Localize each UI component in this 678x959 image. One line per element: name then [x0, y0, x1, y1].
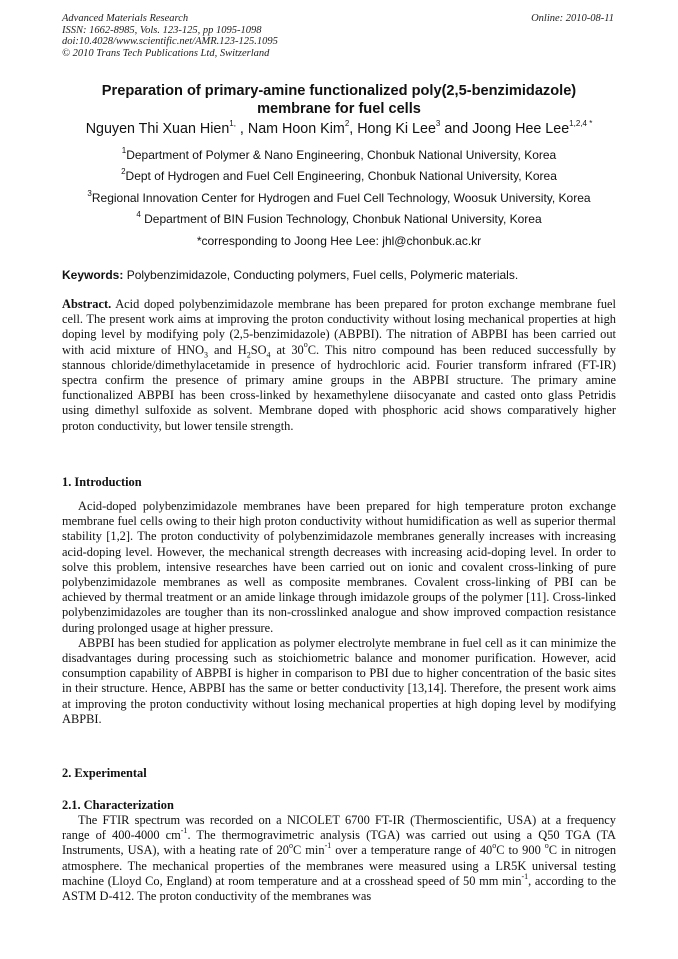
affiliation-4	[20, 212, 658, 226]
superscript: o	[544, 841, 549, 851]
paragraph-text: C in nitrogen atmosphere. The mechanical properties of the membranes were measured using a LR5K universal testing machine (Lloyd Co, England) at room temperature and at a crosshead speed of 50 mm min	[62, 843, 617, 888]
affiliation-3	[20, 191, 658, 205]
paragraph-text: C to 900	[496, 843, 545, 858]
abstract-text: SO	[250, 342, 267, 357]
abstract	[62, 297, 616, 434]
abstract-text: C. This nitro compound has been reduced successfully by stannous chloride/dimethylacetamide in presence of hydrochloric acid. Fourier transform infrared (FT-IR) spectra confirm the presence of primary amine groups in the ABPBI structure. The primary amine functionalized ABPBI has been cross-linked by hexamethylene diisocyanate and casted onto glass Petridis using dimethyl sulfoxide as solvent. Membrane doped with phosphoric acid shows comparatively higher proton conductivity, but lower tensile strength.	[62, 342, 616, 433]
corresponding-author: *corresponding to Joong Hee Lee: jhl@chonbuk.ac.kr	[196, 234, 482, 248]
affiliation-text: Department of BIN Fusion Technology, Chonbuk National University, Korea	[140, 212, 542, 226]
section-heading-experimental: 2. Experimental	[62, 766, 147, 780]
title-line-1: Preparation of primary-amine functionalized poly(2,5-benzimidazole)	[101, 83, 577, 99]
online-date: Online: 2010-08-11	[531, 13, 614, 24]
superscript: o	[303, 340, 308, 350]
superscript: o	[492, 841, 497, 851]
superscript: o	[289, 841, 293, 851]
author-separator: and	[440, 121, 473, 137]
abstract-text: Acid doped polybenzimidazole membrane has been prepared for proton exchange membrane fuel cell. The present work aims at improving the proton conductivity without losing mechanical properties at high doping level by modifying poly (2,5-benzimidazole) (ABPBI). The nitration of ABPBI has been carried out with acid mixture of HNO	[62, 297, 616, 357]
superscript: -1	[180, 826, 188, 836]
affiliation-mark: 2	[121, 167, 126, 176]
paragraph-text: . The thermogravimetric analysis (TGA) was carried out using a Q50 TGA (TA Instruments, USA), with a heating rate of 20	[62, 828, 616, 858]
superscript: -1	[521, 871, 529, 881]
author-affiliation-mark: 1,2,4 *	[569, 119, 593, 129]
affiliation-mark: 4	[136, 210, 141, 219]
subscript: 2	[246, 350, 251, 360]
abstract-text: and H	[208, 342, 247, 357]
author-affiliation-mark: 3	[435, 119, 441, 129]
subscript: 3	[204, 350, 209, 360]
superscript: -1	[324, 841, 332, 851]
author-name: Hong Ki Lee	[357, 121, 436, 137]
keywords	[62, 268, 618, 282]
affiliation-mark: 1	[121, 146, 127, 155]
journal-name: Advanced Materials Research	[62, 13, 189, 24]
keywords-text: Polybenzimidazole, Conducting polymers, Fuel cells, Polymeric materials.	[123, 268, 519, 282]
section-heading-introduction: 1. Introduction	[62, 475, 142, 489]
copyright-line: © 2010 Trans Tech Publications Ltd, Switzerland	[62, 47, 270, 59]
affiliation-text: Regional Innovation Center for Hydrogen and Fuel Cell Technology, Woosuk University, Korea	[91, 191, 591, 205]
journal-header	[62, 13, 278, 59]
author-affiliation-mark: 1,	[229, 119, 236, 129]
abstract-label: Abstract.	[62, 297, 112, 311]
affiliation-1	[20, 148, 658, 162]
keywords-label: Keywords:	[62, 268, 124, 282]
author-name: Joong Hee Lee	[472, 121, 570, 137]
issn-line: ISSN: 1662-8985, Vols. 123-125, pp 1095-1098	[62, 24, 262, 36]
abstract-text: at 30	[270, 342, 304, 357]
subscript: 4	[266, 350, 271, 360]
characterization-body	[62, 813, 616, 904]
author-separator: ,	[235, 121, 248, 137]
doi-line: doi:10.4028/www.scientific.net/AMR.123-125.1095	[62, 36, 278, 47]
title-line-2: membrane for fuel cells	[257, 101, 421, 117]
author-name: Nam Hoon Kim	[247, 121, 345, 137]
author-separator: ,	[349, 121, 358, 137]
paragraph: Acid-doped polybenzimidazole membranes have been prepared for high temperature proton exchange membrane fuel cells owing to their high proton conductivity without humidification as well as superior thermal stability [1,2]. The proton conductivity of polybenzimidazole membranes generally increases with increasing acid-doping level. However, the mechanical strength decreases with increasing acid-doping level. In order to solve this problem, intensive researches have been carried out on ionic and covalent cross-linking of pure polybenzimidazole membranes as well as composite membranes. Covalent cross-linking of PBI can be achieved by thermal treatment or an amide linkage through imidazole groups of the polymer [11]. Cross-linked polybenzimidazoles are tougher than its non-crosslinked analogue and show improved compaction resistance during prolonged usage at higher pressure.	[62, 499, 616, 635]
introduction-body	[62, 499, 616, 727]
author-name: Nguyen Thi Xuan Hien	[85, 121, 230, 137]
affiliation-text: Department of Polymer & Nano Engineering, Chonbuk National University, Korea	[126, 148, 557, 162]
paragraph-text: C min	[293, 843, 325, 858]
paragraph-text: , according to the ASTM D-412. The proton conductivity of the membranes was	[62, 873, 616, 904]
author-list	[20, 120, 658, 138]
affiliation-2	[20, 169, 658, 183]
affiliation-mark: 3	[87, 189, 92, 198]
subsection-heading-characterization: 2.1. Characterization	[62, 798, 174, 812]
author-affiliation-mark: 2	[344, 119, 350, 129]
paper-title	[40, 82, 638, 118]
paragraph-text: The FTIR spectrum was recorded on a NICOLET 6700 FT-IR (Thermoscientific, USA) at a frequency range of 400-4000 cm	[62, 813, 616, 843]
affiliation-text: Dept of Hydrogen and Fuel Cell Engineering, Chonbuk National University, Korea	[125, 169, 557, 183]
paragraph: ABPBI has been studied for application as polymer electrolyte membrane in fuel cell as it can minimize the disadvantages during processing such as stoichiometric balance and monomer purification. However, acid consumption capability of ABPBI is higher in comparison to PBI due to higher concentration of the basic sites in their structure. Hence, ABPBI has the same or better conductivity [13,14]. Therefore, the present work aims at improving the proton conductivity without losing mechanical properties at high doping level by modifying ABPBI.	[62, 635, 616, 726]
paragraph-text: over a temperature range of 40	[331, 843, 493, 858]
